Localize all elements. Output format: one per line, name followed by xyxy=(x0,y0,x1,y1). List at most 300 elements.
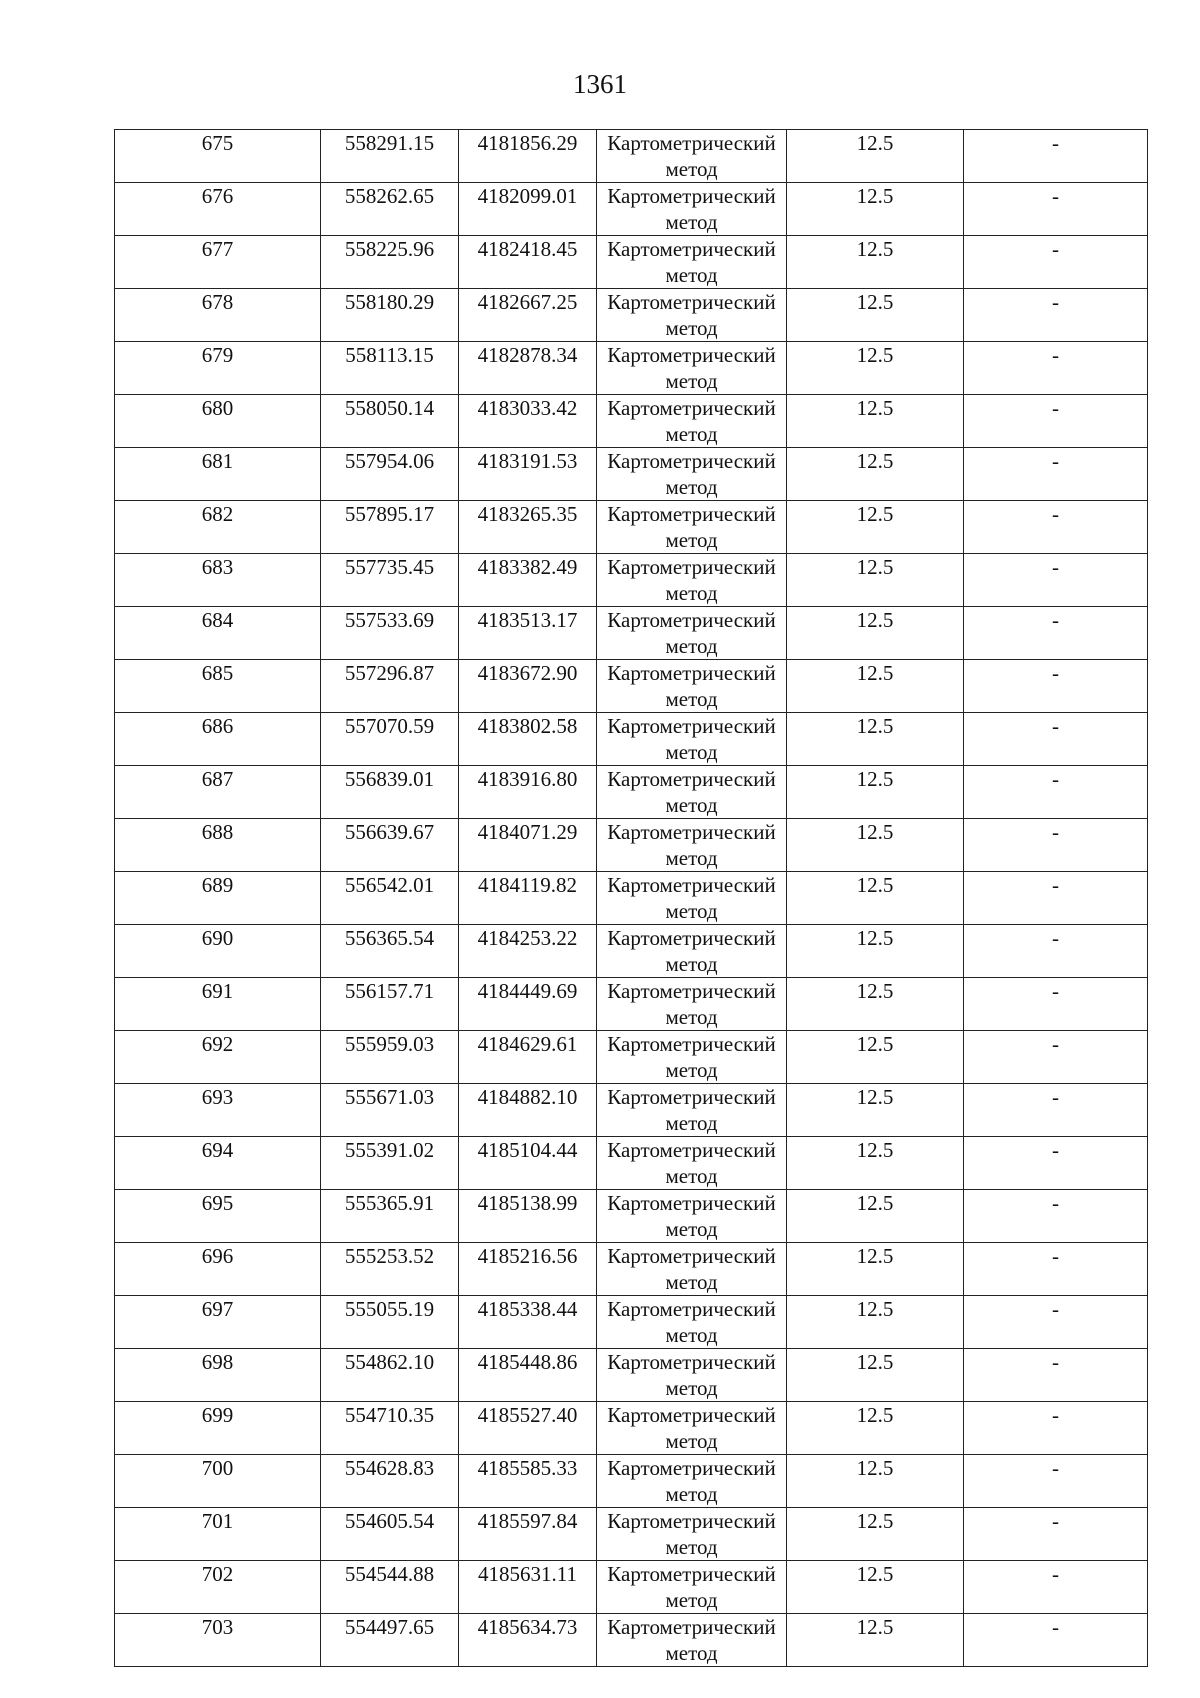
method-line-1: Картометрический xyxy=(607,926,776,950)
method-cell xyxy=(597,713,787,766)
x-coordinate-cell xyxy=(321,501,459,554)
x-coordinate-cell-text: 555391.02 xyxy=(344,1138,435,1162)
x-coordinate-cell-text: 554544.88 xyxy=(344,1562,435,1586)
precision-cell-text: 12.5 xyxy=(856,1032,894,1056)
y-coordinate-cell xyxy=(459,1455,597,1508)
table-row xyxy=(115,1137,1148,1190)
point-number-cell-text: 696 xyxy=(201,1244,234,1268)
precision-cell xyxy=(787,448,964,501)
method-line-2: метод xyxy=(665,263,718,287)
precision-cell-text: 12.5 xyxy=(856,184,894,208)
point-number-cell xyxy=(115,1455,321,1508)
method-line-2: метод xyxy=(665,1164,718,1188)
point-number-cell-text: 695 xyxy=(201,1191,234,1215)
method-line-1: Картометрический xyxy=(607,1403,776,1427)
table-row xyxy=(115,342,1148,395)
method-line-1: Картометрический xyxy=(607,502,776,526)
method-line-1: Картометрический xyxy=(607,343,776,367)
x-coordinate-cell-text: 555253.52 xyxy=(344,1244,435,1268)
precision-cell-text: 12.5 xyxy=(856,926,894,950)
method-cell xyxy=(597,130,787,183)
note-cell xyxy=(964,1190,1148,1243)
note-cell-text: - xyxy=(1052,184,1059,208)
method-line-1: Картометрический xyxy=(607,979,776,1003)
method-line-2: метод xyxy=(665,210,718,234)
precision-cell xyxy=(787,236,964,289)
method-line-1: Картометрический xyxy=(607,1085,776,1109)
precision-cell xyxy=(787,1296,964,1349)
precision-cell xyxy=(787,1402,964,1455)
table-row xyxy=(115,1455,1148,1508)
note-cell-text: - xyxy=(1052,1244,1059,1268)
note-cell-text: - xyxy=(1052,979,1059,1003)
y-coordinate-cell-text: 4185527.40 xyxy=(477,1403,578,1427)
x-coordinate-cell-text: 556839.01 xyxy=(344,767,435,791)
note-cell-text: - xyxy=(1052,449,1059,473)
point-number-cell xyxy=(115,236,321,289)
x-coordinate-cell xyxy=(321,554,459,607)
table-row xyxy=(115,183,1148,236)
method-line-1: Картометрический xyxy=(607,1297,776,1321)
method-line-2: метод xyxy=(665,1376,718,1400)
table-row xyxy=(115,1084,1148,1137)
point-number-cell-text: 690 xyxy=(201,926,234,950)
method-cell xyxy=(597,554,787,607)
y-coordinate-cell-text: 4183672.90 xyxy=(477,661,578,685)
note-cell xyxy=(964,342,1148,395)
method-line-2: метод xyxy=(665,1429,718,1453)
method-cell xyxy=(597,183,787,236)
point-number-cell xyxy=(115,713,321,766)
note-cell-text: - xyxy=(1052,555,1059,579)
method-cell xyxy=(597,1031,787,1084)
method-line-1: Картометрический xyxy=(607,1509,776,1533)
x-coordinate-cell xyxy=(321,1190,459,1243)
y-coordinate-cell-text: 4184071.29 xyxy=(477,820,578,844)
x-coordinate-cell-text: 554497.65 xyxy=(344,1615,435,1639)
method-cell xyxy=(597,501,787,554)
method-line-2: метод xyxy=(665,157,718,181)
table-row xyxy=(115,236,1148,289)
point-number-cell-text: 689 xyxy=(201,873,234,897)
x-coordinate-cell xyxy=(321,1561,459,1614)
method-line-2: метод xyxy=(665,581,718,605)
table-row xyxy=(115,607,1148,660)
x-coordinate-cell xyxy=(321,872,459,925)
point-number-cell-text: 698 xyxy=(201,1350,234,1374)
point-number-cell xyxy=(115,395,321,448)
point-number-cell-text: 699 xyxy=(201,1403,234,1427)
point-number-cell-text: 677 xyxy=(201,237,234,261)
precision-cell xyxy=(787,607,964,660)
method-line-1: Картометрический xyxy=(607,131,776,155)
y-coordinate-cell-text: 4185138.99 xyxy=(477,1191,578,1215)
method-cell xyxy=(597,1190,787,1243)
y-coordinate-cell xyxy=(459,1137,597,1190)
precision-cell xyxy=(787,1084,964,1137)
method-cell xyxy=(597,395,787,448)
point-number-cell xyxy=(115,554,321,607)
point-number-cell-text: 701 xyxy=(201,1509,234,1533)
table-row xyxy=(115,448,1148,501)
method-line-2: метод xyxy=(665,952,718,976)
point-number-cell xyxy=(115,766,321,819)
y-coordinate-cell-text: 4183191.53 xyxy=(477,449,578,473)
point-number-cell xyxy=(115,925,321,978)
x-coordinate-cell-text: 558262.65 xyxy=(344,184,435,208)
note-cell-text: - xyxy=(1052,1403,1059,1427)
precision-cell xyxy=(787,1031,964,1084)
point-number-cell-text: 691 xyxy=(201,979,234,1003)
note-cell-text: - xyxy=(1052,237,1059,261)
point-number-cell-text: 702 xyxy=(201,1562,234,1586)
y-coordinate-cell-text: 4185448.86 xyxy=(477,1350,578,1374)
table-row xyxy=(115,1561,1148,1614)
method-line-1: Картометрический xyxy=(607,1562,776,1586)
x-coordinate-cell-text: 556157.71 xyxy=(344,979,435,1003)
method-line-1: Картометрический xyxy=(607,555,776,579)
method-line-2: метод xyxy=(665,1217,718,1241)
note-cell-text: - xyxy=(1052,767,1059,791)
point-number-cell xyxy=(115,1084,321,1137)
precision-cell-text: 12.5 xyxy=(856,714,894,738)
table-row xyxy=(115,395,1148,448)
point-number-cell xyxy=(115,1031,321,1084)
table-row xyxy=(115,1031,1148,1084)
x-coordinate-cell-text: 555365.91 xyxy=(344,1191,435,1215)
point-number-cell-text: 679 xyxy=(201,343,234,367)
method-line-1: Картометрический xyxy=(607,290,776,314)
x-coordinate-cell xyxy=(321,1031,459,1084)
precision-cell-text: 12.5 xyxy=(856,237,894,261)
table-row xyxy=(115,130,1148,183)
point-number-cell-text: 681 xyxy=(201,449,234,473)
x-coordinate-cell xyxy=(321,766,459,819)
y-coordinate-cell-text: 4183916.80 xyxy=(477,767,578,791)
method-line-2: метод xyxy=(665,793,718,817)
point-number-cell xyxy=(115,501,321,554)
table-row xyxy=(115,1508,1148,1561)
precision-cell xyxy=(787,978,964,1031)
y-coordinate-cell xyxy=(459,1031,597,1084)
precision-cell xyxy=(787,342,964,395)
y-coordinate-cell-text: 4185631.11 xyxy=(478,1562,577,1586)
point-number-cell-text: 697 xyxy=(201,1297,234,1321)
method-line-2: метод xyxy=(665,1058,718,1082)
note-cell xyxy=(964,925,1148,978)
y-coordinate-cell-text: 4184882.10 xyxy=(477,1085,578,1109)
note-cell xyxy=(964,554,1148,607)
note-cell-text: - xyxy=(1052,661,1059,685)
precision-cell xyxy=(787,1349,964,1402)
precision-cell xyxy=(787,819,964,872)
x-coordinate-cell xyxy=(321,289,459,342)
y-coordinate-cell xyxy=(459,183,597,236)
point-number-cell xyxy=(115,183,321,236)
note-cell xyxy=(964,1508,1148,1561)
page-number: 1361 xyxy=(573,69,627,99)
point-number-cell xyxy=(115,448,321,501)
point-number-cell-text: 686 xyxy=(201,714,234,738)
precision-cell-text: 12.5 xyxy=(856,1138,894,1162)
method-line-2: метод xyxy=(665,687,718,711)
precision-cell-text: 12.5 xyxy=(856,449,894,473)
precision-cell xyxy=(787,501,964,554)
y-coordinate-cell xyxy=(459,342,597,395)
precision-cell xyxy=(787,1455,964,1508)
x-coordinate-cell-text: 554628.83 xyxy=(344,1456,435,1480)
point-number-cell xyxy=(115,1137,321,1190)
method-line-2: метод xyxy=(665,475,718,499)
note-cell xyxy=(964,501,1148,554)
point-number-cell xyxy=(115,872,321,925)
point-number-cell-text: 688 xyxy=(201,820,234,844)
method-line-2: метод xyxy=(665,1535,718,1559)
y-coordinate-cell xyxy=(459,236,597,289)
point-number-cell xyxy=(115,1349,321,1402)
x-coordinate-cell-text: 555671.03 xyxy=(344,1085,435,1109)
note-cell-text: - xyxy=(1052,1032,1059,1056)
y-coordinate-cell-text: 4182099.01 xyxy=(477,184,578,208)
method-line-1: Картометрический xyxy=(607,1456,776,1480)
table-row xyxy=(115,1614,1148,1667)
y-coordinate-cell xyxy=(459,925,597,978)
y-coordinate-cell xyxy=(459,1243,597,1296)
x-coordinate-cell-text: 557533.69 xyxy=(344,608,435,632)
method-line-1: Картометрический xyxy=(607,873,776,897)
y-coordinate-cell-text: 4183033.42 xyxy=(477,396,578,420)
y-coordinate-cell-text: 4184253.22 xyxy=(477,926,578,950)
y-coordinate-cell-text: 4184449.69 xyxy=(477,979,578,1003)
y-coordinate-cell xyxy=(459,1402,597,1455)
y-coordinate-cell-text: 4182878.34 xyxy=(477,343,578,367)
note-cell xyxy=(964,1561,1148,1614)
precision-cell xyxy=(787,1243,964,1296)
x-coordinate-cell xyxy=(321,1243,459,1296)
note-cell xyxy=(964,236,1148,289)
x-coordinate-cell xyxy=(321,660,459,713)
x-coordinate-cell-text: 558225.96 xyxy=(344,237,435,261)
y-coordinate-cell xyxy=(459,766,597,819)
point-number-cell-text: 683 xyxy=(201,555,234,579)
method-cell xyxy=(597,607,787,660)
point-number-cell-text: 703 xyxy=(201,1615,234,1639)
x-coordinate-cell-text: 554605.54 xyxy=(344,1509,435,1533)
method-line-1: Картометрический xyxy=(607,237,776,261)
y-coordinate-cell xyxy=(459,501,597,554)
point-number-cell xyxy=(115,819,321,872)
method-cell xyxy=(597,766,787,819)
point-number-cell xyxy=(115,1402,321,1455)
point-number-cell xyxy=(115,1561,321,1614)
point-number-cell-text: 675 xyxy=(201,131,234,155)
y-coordinate-cell-text: 4185338.44 xyxy=(477,1297,578,1321)
y-coordinate-cell xyxy=(459,819,597,872)
x-coordinate-cell-text: 556365.54 xyxy=(344,926,435,950)
precision-cell-text: 12.5 xyxy=(856,131,894,155)
note-cell xyxy=(964,660,1148,713)
x-coordinate-cell xyxy=(321,925,459,978)
note-cell xyxy=(964,713,1148,766)
y-coordinate-cell xyxy=(459,660,597,713)
point-number-cell-text: 678 xyxy=(201,290,234,314)
precision-cell-text: 12.5 xyxy=(856,1456,894,1480)
x-coordinate-cell-text: 558113.15 xyxy=(345,343,434,367)
x-coordinate-cell-text: 556639.67 xyxy=(344,820,435,844)
method-line-1: Картометрический xyxy=(607,1615,776,1639)
point-number-cell xyxy=(115,1614,321,1667)
table-row xyxy=(115,660,1148,713)
x-coordinate-cell xyxy=(321,448,459,501)
precision-cell xyxy=(787,925,964,978)
method-line-1: Картометрический xyxy=(607,396,776,420)
point-number-cell xyxy=(115,342,321,395)
x-coordinate-cell xyxy=(321,1508,459,1561)
precision-cell xyxy=(787,554,964,607)
method-line-2: метод xyxy=(665,1641,718,1665)
point-number-cell-text: 685 xyxy=(201,661,234,685)
precision-cell-text: 12.5 xyxy=(856,767,894,791)
x-coordinate-cell xyxy=(321,236,459,289)
note-cell xyxy=(964,1031,1148,1084)
precision-cell xyxy=(787,713,964,766)
y-coordinate-cell xyxy=(459,1614,597,1667)
note-cell xyxy=(964,872,1148,925)
x-coordinate-cell xyxy=(321,1402,459,1455)
y-coordinate-cell-text: 4185216.56 xyxy=(477,1244,578,1268)
note-cell-text: - xyxy=(1052,1615,1059,1639)
precision-cell-text: 12.5 xyxy=(856,343,894,367)
method-line-1: Картометрический xyxy=(607,820,776,844)
y-coordinate-cell xyxy=(459,1561,597,1614)
x-coordinate-cell-text: 555959.03 xyxy=(344,1032,435,1056)
y-coordinate-cell-text: 4185597.84 xyxy=(477,1509,578,1533)
note-cell xyxy=(964,1137,1148,1190)
coordinates-table-body xyxy=(115,130,1148,1667)
precision-cell-text: 12.5 xyxy=(856,1403,894,1427)
y-coordinate-cell xyxy=(459,978,597,1031)
method-line-2: метод xyxy=(665,846,718,870)
point-number-cell-text: 676 xyxy=(201,184,234,208)
method-line-2: метод xyxy=(665,1323,718,1347)
method-cell xyxy=(597,1349,787,1402)
x-coordinate-cell-text: 557070.59 xyxy=(344,714,435,738)
y-coordinate-cell-text: 4182667.25 xyxy=(477,290,578,314)
note-cell xyxy=(964,1349,1148,1402)
table-row xyxy=(115,766,1148,819)
precision-cell-text: 12.5 xyxy=(856,502,894,526)
note-cell-text: - xyxy=(1052,1085,1059,1109)
x-coordinate-cell-text: 558180.29 xyxy=(344,290,435,314)
precision-cell xyxy=(787,1190,964,1243)
method-cell xyxy=(597,448,787,501)
point-number-cell xyxy=(115,1243,321,1296)
note-cell xyxy=(964,1296,1148,1349)
method-line-1: Картометрический xyxy=(607,1244,776,1268)
method-cell xyxy=(597,1296,787,1349)
y-coordinate-cell xyxy=(459,713,597,766)
note-cell-text: - xyxy=(1052,502,1059,526)
y-coordinate-cell-text: 4185634.73 xyxy=(477,1615,578,1639)
y-coordinate-cell xyxy=(459,1508,597,1561)
method-cell xyxy=(597,660,787,713)
method-line-1: Картометрический xyxy=(607,714,776,738)
method-cell xyxy=(597,819,787,872)
precision-cell xyxy=(787,766,964,819)
note-cell xyxy=(964,395,1148,448)
x-coordinate-cell xyxy=(321,1455,459,1508)
x-coordinate-cell xyxy=(321,607,459,660)
point-number-cell-text: 694 xyxy=(201,1138,234,1162)
note-cell xyxy=(964,819,1148,872)
x-coordinate-cell-text: 557954.06 xyxy=(344,449,435,473)
table-row xyxy=(115,872,1148,925)
note-cell-text: - xyxy=(1052,1350,1059,1374)
y-coordinate-cell-text: 4183265.35 xyxy=(477,502,578,526)
method-line-2: метод xyxy=(665,1111,718,1135)
method-line-2: метод xyxy=(665,316,718,340)
method-line-2: метод xyxy=(665,1270,718,1294)
method-cell xyxy=(597,978,787,1031)
method-line-2: метод xyxy=(665,528,718,552)
method-line-2: метод xyxy=(665,634,718,658)
method-cell xyxy=(597,1402,787,1455)
y-coordinate-cell xyxy=(459,130,597,183)
x-coordinate-cell xyxy=(321,1084,459,1137)
method-line-1: Картометрический xyxy=(607,1138,776,1162)
y-coordinate-cell xyxy=(459,395,597,448)
table-row xyxy=(115,501,1148,554)
precision-cell xyxy=(787,395,964,448)
x-coordinate-cell xyxy=(321,978,459,1031)
y-coordinate-cell-text: 4183802.58 xyxy=(477,714,578,738)
point-number-cell xyxy=(115,130,321,183)
method-line-1: Картометрический xyxy=(607,767,776,791)
method-line-1: Картометрический xyxy=(607,608,776,632)
y-coordinate-cell-text: 4182418.45 xyxy=(477,237,578,261)
method-line-2: метод xyxy=(665,369,718,393)
precision-cell-text: 12.5 xyxy=(856,820,894,844)
precision-cell xyxy=(787,289,964,342)
y-coordinate-cell xyxy=(459,1296,597,1349)
precision-cell-text: 12.5 xyxy=(856,1244,894,1268)
note-cell-text: - xyxy=(1052,1191,1059,1215)
precision-cell xyxy=(787,1137,964,1190)
table-row xyxy=(115,978,1148,1031)
note-cell xyxy=(964,1243,1148,1296)
precision-cell-text: 12.5 xyxy=(856,1297,894,1321)
note-cell-text: - xyxy=(1052,131,1059,155)
method-cell xyxy=(597,1137,787,1190)
y-coordinate-cell-text: 4183513.17 xyxy=(477,608,578,632)
note-cell-text: - xyxy=(1052,1138,1059,1162)
note-cell-text: - xyxy=(1052,714,1059,738)
table-row xyxy=(115,554,1148,607)
y-coordinate-cell xyxy=(459,554,597,607)
y-coordinate-cell xyxy=(459,1190,597,1243)
note-cell xyxy=(964,183,1148,236)
method-line-2: метод xyxy=(665,740,718,764)
point-number-cell-text: 682 xyxy=(201,502,234,526)
precision-cell-text: 12.5 xyxy=(856,608,894,632)
precision-cell-text: 12.5 xyxy=(856,290,894,314)
method-line-1: Картометрический xyxy=(607,661,776,685)
point-number-cell-text: 700 xyxy=(201,1456,234,1480)
x-coordinate-cell xyxy=(321,819,459,872)
precision-cell-text: 12.5 xyxy=(856,1509,894,1533)
method-line-1: Картометрический xyxy=(607,1350,776,1374)
method-line-1: Картометрический xyxy=(607,1032,776,1056)
